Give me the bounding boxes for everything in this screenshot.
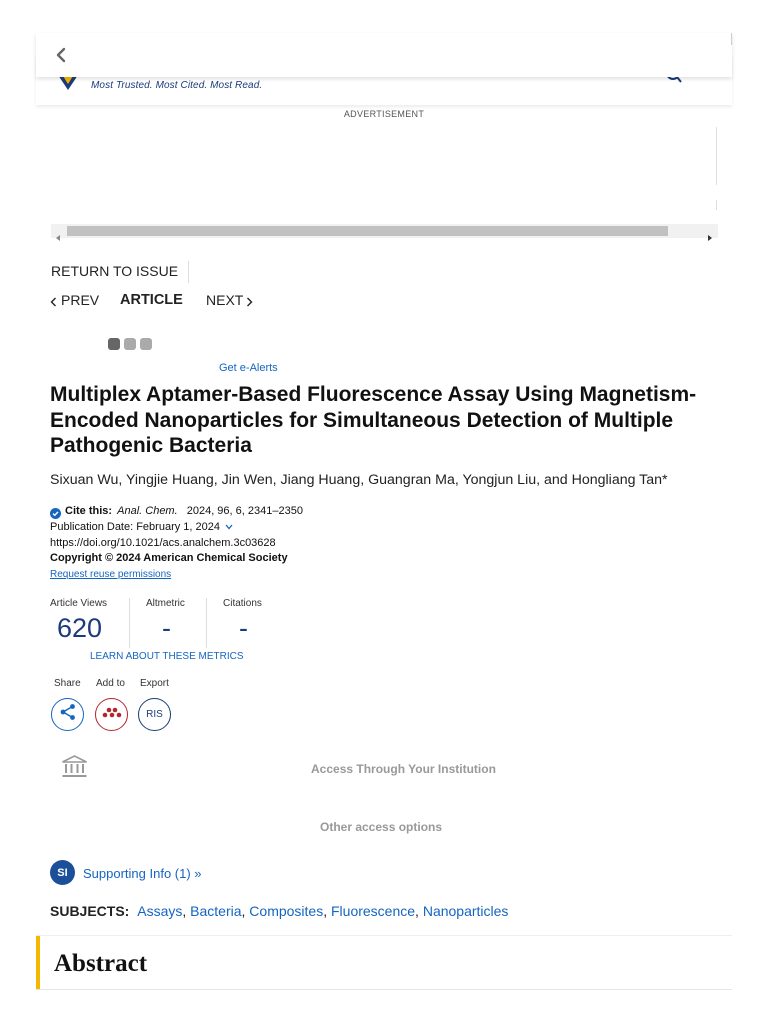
return-to-issue-link[interactable]: RETURN TO ISSUE [51,263,179,279]
subject-link-composites[interactable]: Composites [249,903,324,919]
get-e-alerts-link[interactable]: Get e-Alerts [219,362,278,374]
top-toolbar [36,33,732,77]
copyright-notice: Copyright © 2024 American Chemical Society [50,552,288,564]
learn-about-metrics-link[interactable]: LEARN ABOUT THESE METRICS [90,651,244,662]
journal-name: Anal. Chem. [117,505,178,517]
loading-dot [108,338,120,350]
subjects-row: SUBJECTS: Assays, Bacteria, Composites, Fluorescence, Nanoparticles [50,903,509,919]
export-label: Export [140,678,169,689]
export-ris-button[interactable] [138,698,171,731]
add-to-label: Add to [96,678,125,689]
metric-divider [206,598,207,648]
article-views-label: Article Views [50,598,108,609]
citations-label: Citations [223,598,262,609]
prev-chevron-icon[interactable] [50,294,57,312]
si-badge[interactable]: SI [50,860,75,885]
back-chevron-icon[interactable] [54,46,68,69]
citation-details: 2024, 96, 6, 2341–2350 [186,505,303,517]
ad-frame-edge-lower [716,200,717,210]
loading-dot [124,338,136,350]
altmetric-label: Altmetric [146,598,185,609]
mendeley-icon [102,705,122,724]
citations-value[interactable]: - [239,613,248,643]
publication-date[interactable]: Publication Date: February 1, 2024 [50,521,233,533]
doi-link[interactable]: https://doi.org/10.1021/acs.analchem.3c03628 [50,537,276,549]
next-link[interactable]: NEXT [206,292,244,308]
chevron-down-icon[interactable] [225,521,233,533]
article-authors[interactable]: Sixuan Wu, Yingjie Huang, Jin Wen, Jiang Huang, Guangran Ma, Yongjun Liu, and Hongliang Tan* [50,472,668,488]
share-label: Share [54,678,81,689]
toolbar-edge [731,33,732,45]
scrollbar-thumb[interactable] [67,226,668,236]
prev-link[interactable]: PREV [61,292,100,308]
article-title: Multiplex Aptamer-Based Fluorescence Assay Using Magnetism-Encoded Nanoparticles for Simultaneous Detection of Multiple Pathogenic Bacteria [50,383,697,457]
share-button[interactable] [51,698,84,731]
scroll-left-arrow-icon[interactable] [55,228,61,246]
cite-line [65,505,303,517]
nav-divider [188,261,189,283]
ad-frame-edge [716,127,717,185]
subjects-label: SUBJECTS: [50,903,130,919]
cite-label: Cite this: [65,505,113,517]
abstract-heading: Abstract [54,950,148,977]
institution-icon [61,754,88,784]
add-to-mendeley-button[interactable] [95,698,128,731]
subject-link-assays[interactable]: Assays [137,903,183,919]
subject-link-fluorescence[interactable]: Fluorescence [331,903,416,919]
metric-divider [129,598,130,648]
scroll-right-arrow-icon[interactable] [707,228,713,246]
article-views-value: 620 [57,613,103,643]
abstract-bottom-divider [36,989,732,990]
abstract-top-divider [36,935,732,936]
request-reuse-link[interactable]: Request reuse permissions [50,569,172,580]
access-through-institution-button[interactable]: Access Through Your Institution [311,762,496,776]
share-icon [59,703,77,726]
article-tab[interactable]: ARTICLE [120,292,183,308]
advertisement-label: ADVERTISEMENT [343,109,425,119]
ris-label: RIS [146,709,163,720]
supporting-info-link[interactable]: Supporting Info (1) » [83,866,202,881]
subject-link-nanoparticles[interactable]: Nanoparticles [422,903,509,919]
loading-dot [140,338,152,350]
abstract-accent-bar [36,936,40,990]
other-access-options-button[interactable]: Other access options [320,820,443,834]
altmetric-value[interactable]: - [162,613,171,643]
site-tagline: Most Trusted. Most Cited. Most Read. [91,80,263,91]
next-chevron-icon[interactable] [246,294,253,312]
subject-link-bacteria[interactable]: Bacteria [190,903,242,919]
